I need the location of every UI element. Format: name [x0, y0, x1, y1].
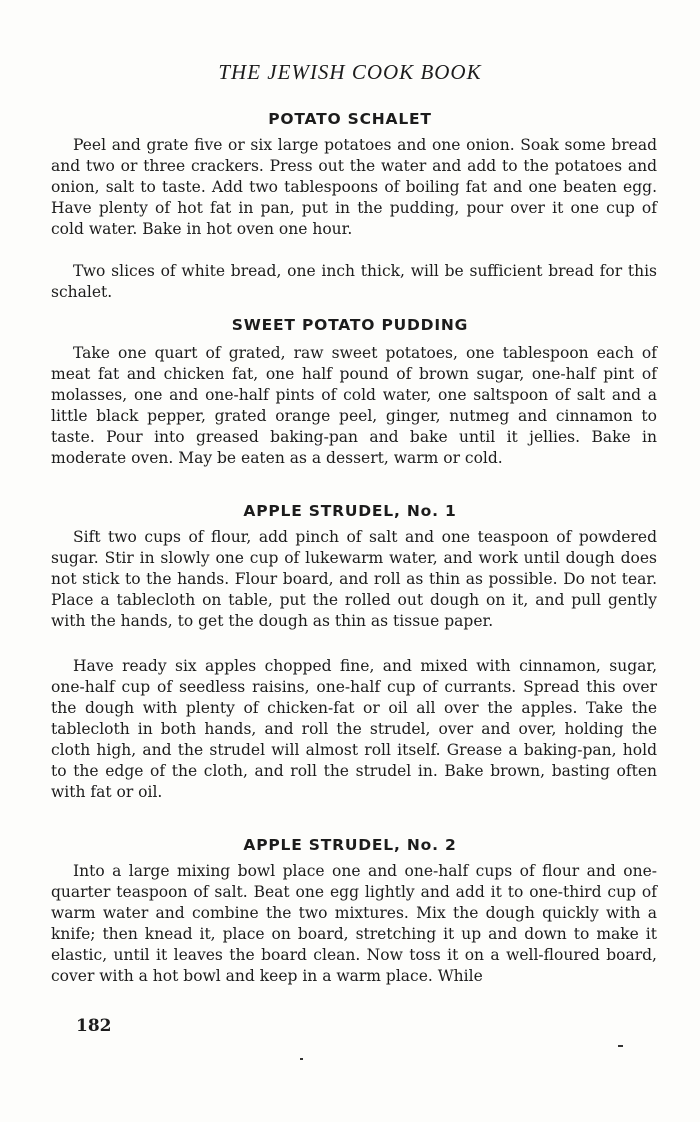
running-head: THE JEWISH COOK BOOK [218, 60, 482, 84]
scan-speck [300, 1058, 303, 1060]
recipe-title-sweet-potato-pudding: SWEET POTATO PUDDING [231, 316, 469, 334]
recipe-paragraph: Two slices of white bread, one inch thick, will be sufficient bread for this schalet. [51, 262, 657, 301]
recipe-paragraph: Have ready six apples chopped fine, and mixed with cinnamon, sugar, one-half cup of seedless raisins, one-half cup of currants. Spread this over the dough with plenty of chicken-fat or oil all over the apples. Take the tablecloth in both hands, and roll the strudel, over and over, holding the cloth high, and the strudel will almost roll itself. Grease a baking-pan, hold to the edge of the cloth, and roll the strudel in. Bake brown, basting often with fat or oil. [51, 657, 657, 801]
recipe-title-apple-strudel-2: APPLE STRUDEL, No. 2 [243, 836, 457, 854]
recipe-title-potato-schalet: POTATO SCHALET [268, 110, 432, 128]
recipe-paragraph: Sift two cups of flour, add pinch of salt and one teaspoon of powdered sugar. Stir in slowly one cup of lukewarm water, and work until dough does not stick to the hands. Flour board, and roll as thin as possible. Do not tear. Place a tablecloth on table, put the rolled out dough on it, and pull gently with the hands, to get the dough as thin as tissue paper. [51, 528, 657, 630]
recipe-title-apple-strudel-1: APPLE STRUDEL, No. 1 [243, 502, 457, 520]
page-number: 182 [76, 1016, 112, 1036]
recipe-paragraph: Peel and grate five or six large potatoes and one onion. Soak some bread and two or three crackers. Press out the water and add to the potatoes and onion, salt to taste. Add two tablespoons of boiling fat and one beaten egg. Have plenty of hot fat in pan, put in the pudding, pour over it one cup of cold water. Bake in hot oven one hour. [51, 136, 657, 238]
recipe-paragraph: Take one quart of grated, raw sweet potatoes, one tablespoon each of meat fat and chicken fat, one half pound of brown sugar, one-half pint of molasses, one and one-half pints of cold water, one saltspoon of salt and a little black pepper, grated orange peel, ginger, nutmeg and cinnamon to taste. Pour into greased baking-pan and bake until it jellies. Bake in moderate oven. May be eaten as a dessert, warm or cold. [51, 344, 657, 467]
recipe-paragraph: Into a large mixing bowl place one and one-half cups of flour and one-quarter teaspoon of salt. Beat one egg lightly and add it to one-third cup of warm water and combine the two mixtures. Mix the dough quickly with a knife; then knead it, place on board, stretching it up and down to make it elastic, until it leaves the board clean. Now toss it on a well-floured board, cover with a hot bowl and keep in a warm place. While [51, 862, 657, 985]
scan-speck [618, 1045, 623, 1047]
